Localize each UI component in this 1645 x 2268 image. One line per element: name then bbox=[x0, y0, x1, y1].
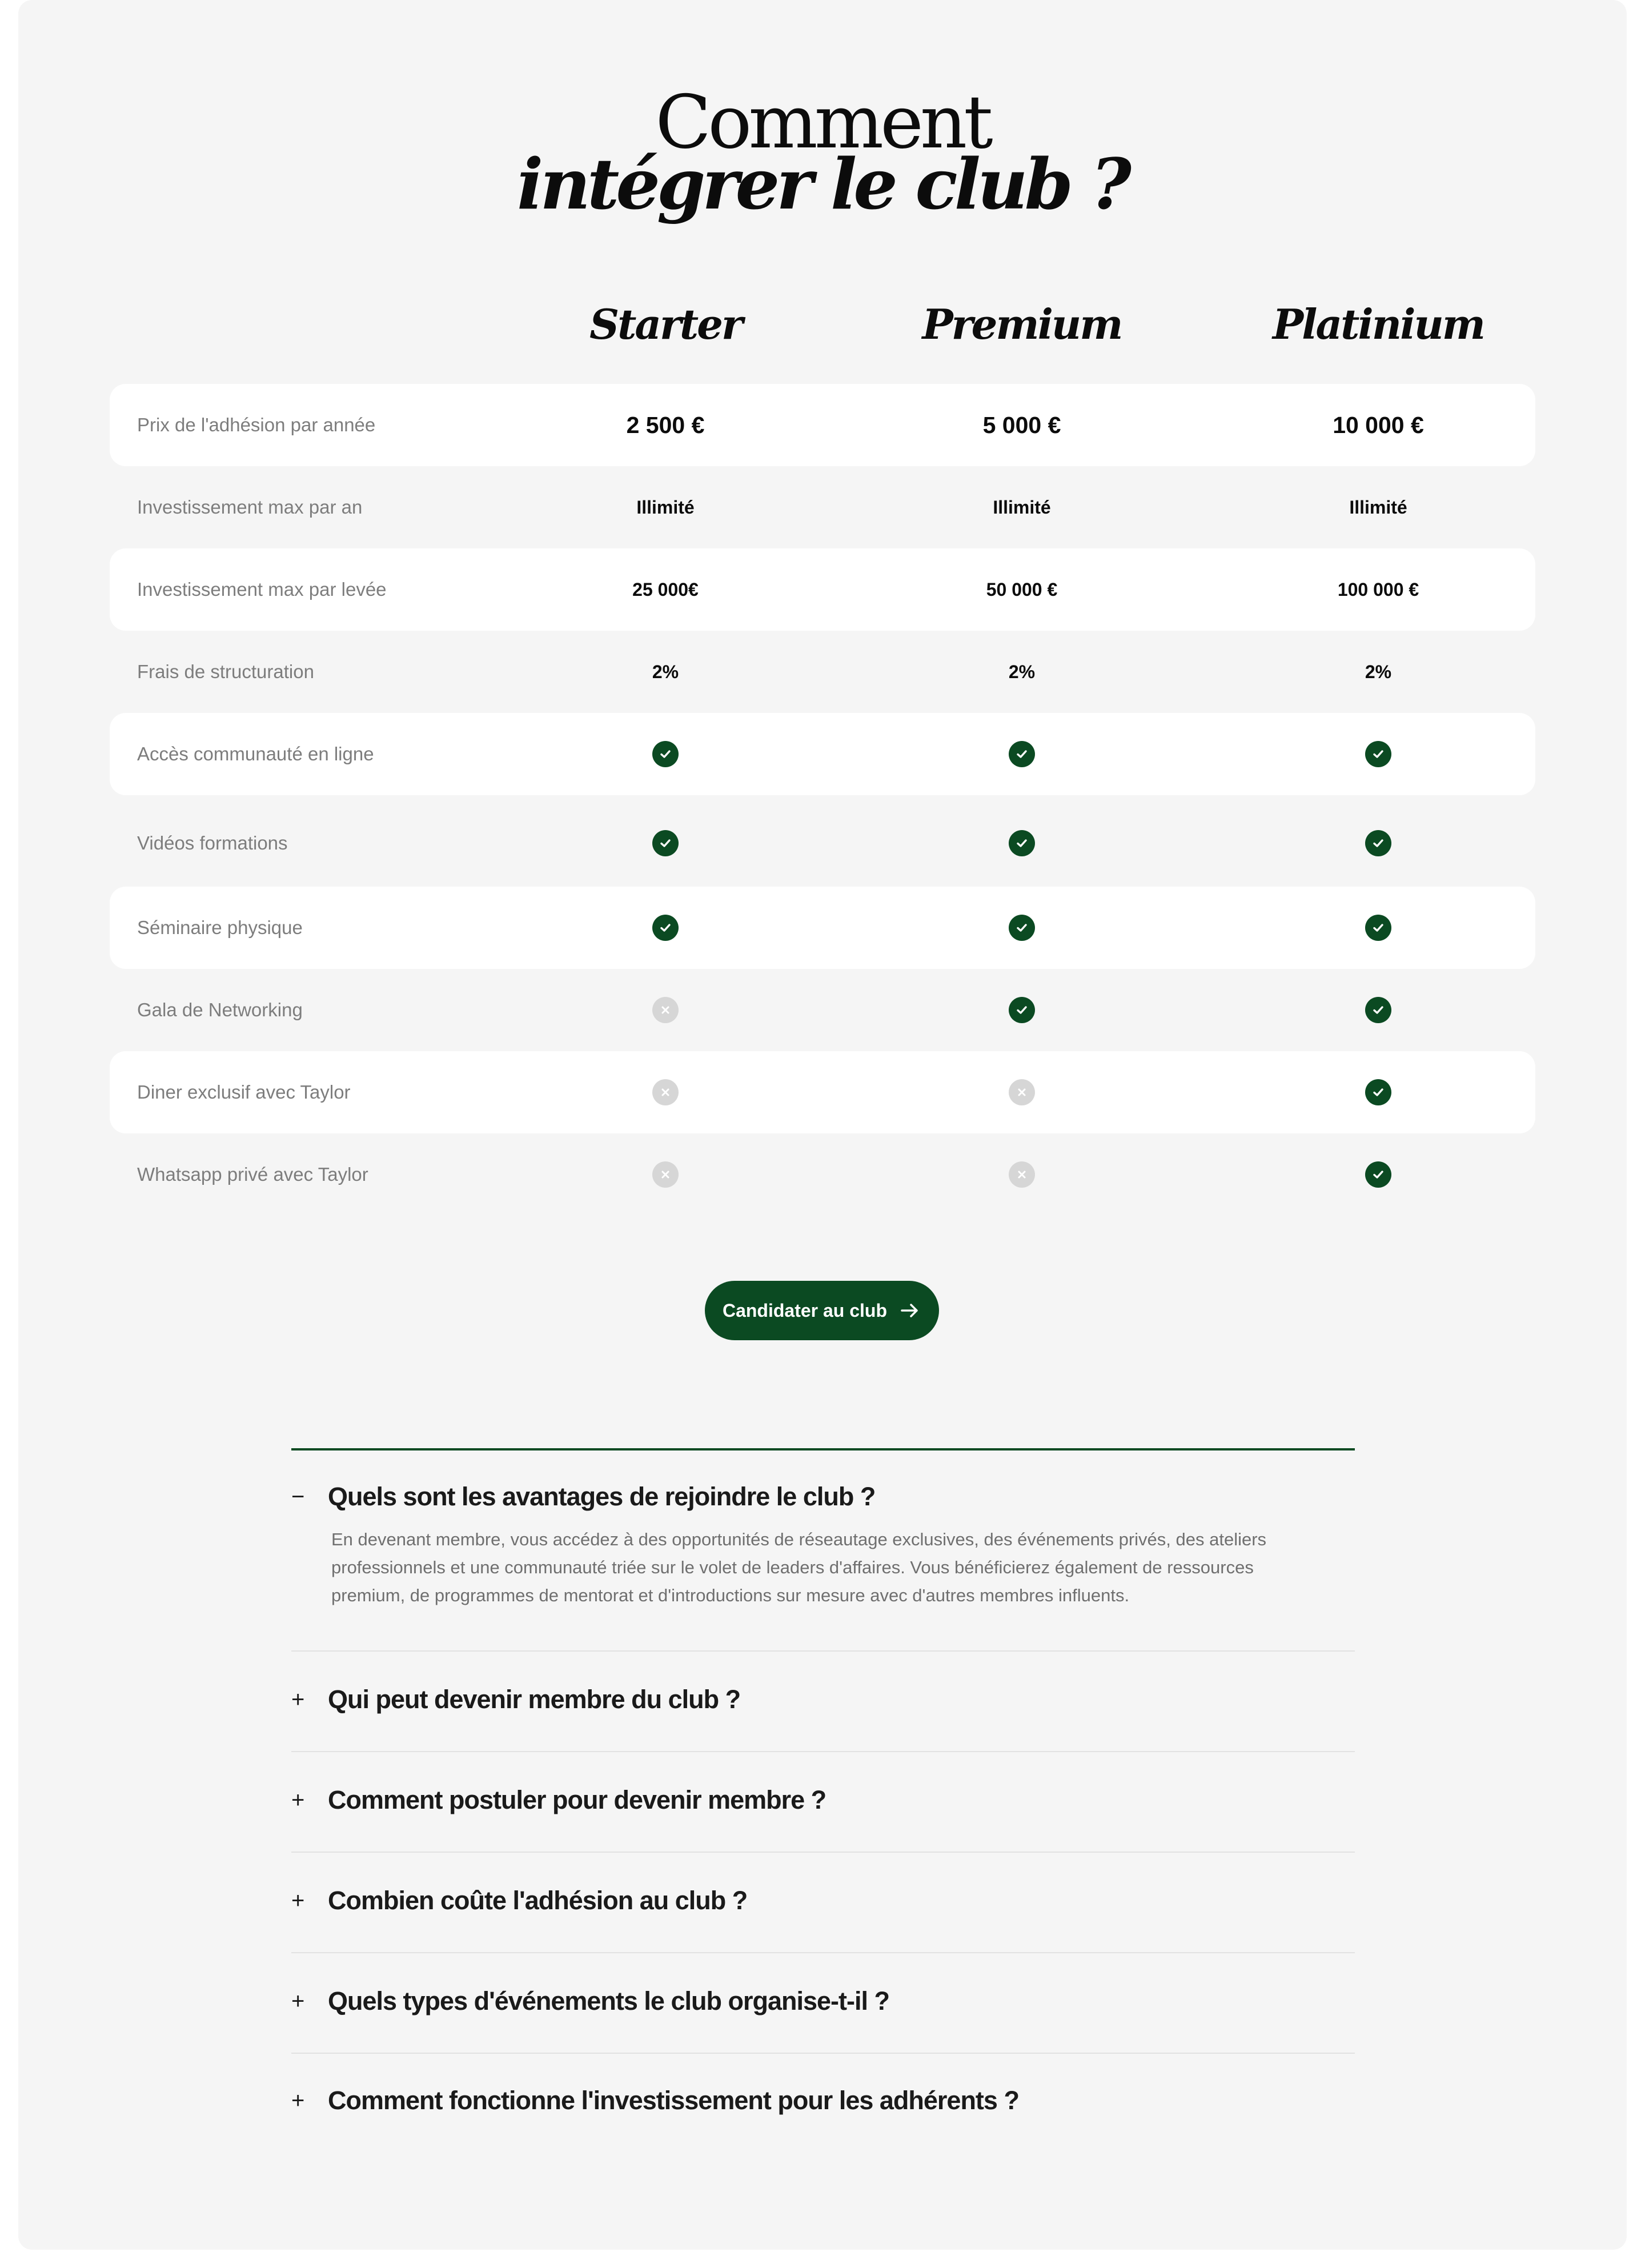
check-circle-icon bbox=[1365, 997, 1391, 1023]
check-circle-icon bbox=[1365, 1161, 1391, 1188]
row-label: Frais de structuration bbox=[137, 661, 314, 682]
table-row bbox=[110, 887, 1535, 969]
feature-cell bbox=[523, 1133, 808, 1216]
feature-cell bbox=[879, 713, 1165, 795]
x-circle-icon bbox=[652, 997, 679, 1023]
row-label: Prix de l'adhésion par année bbox=[137, 414, 376, 435]
check-circle-icon bbox=[1365, 741, 1391, 767]
feature-cell bbox=[1235, 887, 1521, 969]
faq-question[interactable] bbox=[291, 1677, 1355, 1722]
faq-question-text: Combien coûte l'adhésion au club ? bbox=[328, 1886, 748, 1915]
faq-divider bbox=[291, 1852, 1355, 1853]
check-circle-icon bbox=[1009, 997, 1035, 1023]
check-circle-icon bbox=[1365, 915, 1391, 941]
check-circle-icon bbox=[652, 830, 679, 856]
faq-question[interactable] bbox=[291, 2078, 1355, 2123]
x-circle-icon bbox=[652, 1161, 679, 1188]
value-cell: 2% bbox=[652, 661, 679, 682]
apply-button[interactable] bbox=[705, 1281, 939, 1340]
feature-cell bbox=[1235, 1051, 1521, 1133]
faq-item bbox=[291, 1677, 1355, 1722]
faq-item bbox=[291, 1978, 1355, 2024]
table-row bbox=[110, 631, 1535, 713]
collapse-icon: − bbox=[291, 1484, 304, 1509]
faq-answer: En devenant membre, vous accédez à des opportunités de réseautage exclusives, des événements privés, des ateliers professionnels et une communauté triée sur le volet de leaders d'affaires. Vous bénéficierez également de ressources premium, de programmes de mentorat et d'introductions sur mesure avec d'autres membres influents. bbox=[331, 1529, 1267, 1605]
table-row bbox=[110, 969, 1535, 1051]
value-cell: Illimité bbox=[1349, 496, 1407, 518]
row-label: Whatsapp privé avec Taylor bbox=[137, 1164, 368, 1185]
expand-icon: + bbox=[291, 1787, 304, 1813]
faq-divider bbox=[291, 2053, 1355, 2054]
value-cell: 10 000 € bbox=[1333, 411, 1424, 438]
faq-divider bbox=[291, 1650, 1355, 1652]
faq-item bbox=[291, 1777, 1355, 1823]
faq-question-text: Quels sont les avantages de rejoindre le club ? bbox=[328, 1482, 876, 1511]
faq-question-text: Qui peut devenir membre du club ? bbox=[328, 1685, 741, 1714]
check-circle-icon bbox=[652, 915, 679, 941]
check-circle-icon bbox=[1365, 1079, 1391, 1105]
feature-cell bbox=[879, 800, 1165, 887]
page-title-line2: intégrer le club ? bbox=[516, 143, 1128, 225]
faq-question[interactable] bbox=[291, 1474, 1355, 1520]
plan-name-starter: Starter bbox=[589, 300, 741, 348]
faq-item bbox=[291, 1878, 1355, 1924]
table-row bbox=[110, 800, 1535, 887]
value-cell: 5 000 € bbox=[982, 411, 1061, 438]
feature-cell bbox=[523, 887, 808, 969]
value-cell: Illimité bbox=[636, 496, 695, 518]
faq-top-divider bbox=[291, 1448, 1355, 1450]
row-label: Investissement max par levée bbox=[137, 579, 387, 600]
faq-question-text: Quels types d'événements le club organise-t-il ? bbox=[328, 1986, 889, 2015]
feature-cell bbox=[1235, 1133, 1521, 1216]
table-row bbox=[110, 466, 1535, 548]
apply-button-label: Candidater au club bbox=[722, 1300, 888, 1321]
feature-cell bbox=[1235, 713, 1521, 795]
check-circle-icon bbox=[1009, 741, 1035, 767]
value-cell: 2% bbox=[1008, 661, 1036, 682]
row-label: Investissement max par an bbox=[137, 496, 363, 518]
faq-item bbox=[291, 1474, 1355, 1628]
feature-cell bbox=[879, 1051, 1165, 1133]
page-title-line1: Comment bbox=[655, 80, 990, 165]
table-row bbox=[110, 548, 1535, 631]
feature-cell bbox=[879, 969, 1165, 1051]
faq-question[interactable] bbox=[291, 1978, 1355, 2024]
x-circle-icon bbox=[1009, 1161, 1035, 1188]
plan-name-premium: Premium bbox=[922, 300, 1122, 348]
plan-name-platinium: Platinium bbox=[1273, 300, 1484, 348]
arrow-right-icon bbox=[898, 1299, 921, 1322]
feature-cell bbox=[1235, 800, 1521, 887]
faq-divider bbox=[291, 1952, 1355, 1953]
value-cell: 2 500 € bbox=[626, 411, 705, 438]
expand-icon: + bbox=[291, 2087, 304, 2113]
faq-question[interactable] bbox=[291, 1777, 1355, 1823]
value-cell: 25 000€ bbox=[632, 579, 699, 600]
pricing-section bbox=[18, 0, 1627, 2250]
table-row bbox=[110, 384, 1535, 466]
check-circle-icon bbox=[1009, 830, 1035, 856]
table-row bbox=[110, 713, 1535, 795]
value-cell: 50 000 € bbox=[986, 579, 1058, 600]
row-label: Diner exclusif avec Taylor bbox=[137, 1081, 351, 1103]
faq-divider bbox=[291, 1751, 1355, 1752]
x-circle-icon bbox=[1009, 1079, 1035, 1105]
faq-question-text: Comment postuler pour devenir membre ? bbox=[328, 1785, 826, 1814]
feature-cell bbox=[523, 713, 808, 795]
row-label: Séminaire physique bbox=[137, 917, 303, 938]
check-circle-icon bbox=[1365, 830, 1391, 856]
check-circle-icon bbox=[1009, 915, 1035, 941]
table-row bbox=[110, 1051, 1535, 1133]
faq-item bbox=[291, 2078, 1355, 2123]
feature-cell bbox=[879, 1133, 1165, 1216]
value-cell: Illimité bbox=[993, 496, 1051, 518]
feature-cell bbox=[523, 800, 808, 887]
feature-cell bbox=[523, 1051, 808, 1133]
table-row bbox=[110, 1133, 1535, 1216]
row-label: Gala de Networking bbox=[137, 999, 303, 1020]
feature-cell bbox=[1235, 969, 1521, 1051]
feature-cell bbox=[879, 887, 1165, 969]
expand-icon: + bbox=[291, 1988, 304, 2014]
expand-icon: + bbox=[291, 1686, 304, 1712]
row-label: Accès communauté en ligne bbox=[137, 743, 374, 764]
row-label: Vidéos formations bbox=[137, 832, 288, 853]
faq-question-text: Comment fonctionne l'investissement pour les adhérents ? bbox=[328, 2086, 1019, 2115]
check-circle-icon bbox=[652, 741, 679, 767]
x-circle-icon bbox=[652, 1079, 679, 1105]
value-cell: 100 000 € bbox=[1337, 579, 1419, 600]
value-cell: 2% bbox=[1365, 661, 1392, 682]
expand-icon: + bbox=[291, 1888, 304, 1913]
faq-question[interactable] bbox=[291, 1878, 1355, 1924]
feature-cell bbox=[523, 969, 808, 1051]
